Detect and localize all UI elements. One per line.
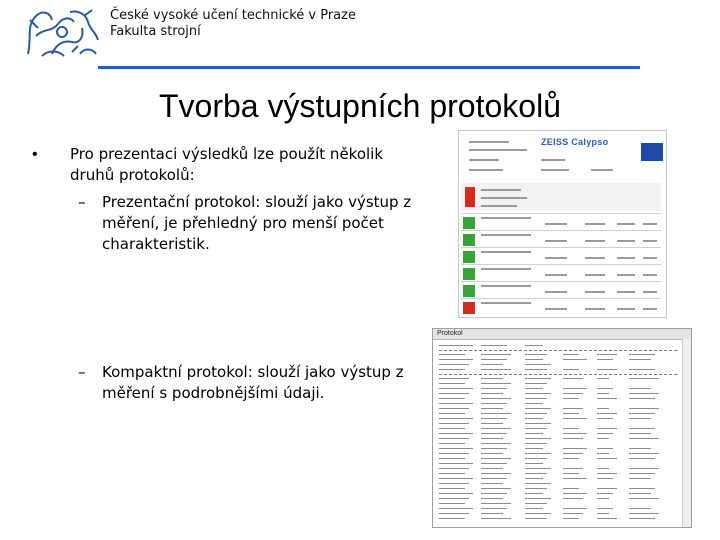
report-text-line — [525, 458, 547, 459]
report-text-line — [481, 251, 531, 253]
report-text-line — [563, 468, 583, 469]
report-text-line — [563, 433, 587, 434]
report-text-line — [585, 291, 605, 293]
report-text-line — [597, 488, 617, 489]
zeiss-logo-icon — [641, 143, 663, 161]
report-text-line — [629, 428, 655, 429]
report-text-line — [525, 428, 547, 429]
report-text-line — [439, 498, 469, 499]
report-text-line — [481, 458, 511, 459]
report-text-line — [481, 478, 507, 479]
report-text-line — [563, 428, 579, 429]
report-text-line — [563, 493, 587, 494]
report-text-line — [439, 503, 465, 504]
report-text-line — [481, 403, 507, 404]
report-text-line — [439, 488, 465, 489]
report-text-line — [597, 433, 613, 434]
report-text-line — [545, 223, 567, 225]
status-fail-icon — [463, 302, 475, 314]
report-text-line — [481, 378, 503, 379]
report-text-line — [439, 398, 465, 399]
report-text-line — [597, 354, 617, 355]
report-text-line — [481, 503, 511, 504]
report-text-line — [597, 448, 613, 449]
report-text-line — [525, 359, 543, 360]
report-text-line — [481, 345, 507, 346]
report-text-line — [617, 240, 635, 242]
report-text-line — [629, 513, 659, 514]
report-text-line — [629, 433, 651, 434]
report-text-line — [629, 369, 655, 370]
report-text-line — [525, 345, 543, 346]
report-text-line — [525, 408, 551, 409]
report-text-line — [439, 418, 473, 419]
report-text-line — [525, 513, 551, 514]
report-text-line — [597, 359, 613, 360]
report-summary — [461, 183, 661, 211]
report-text-line — [481, 423, 503, 424]
report-text-line — [481, 418, 507, 419]
report-text-line — [629, 438, 659, 439]
report-text-line — [469, 169, 503, 171]
report-text-line — [525, 369, 547, 370]
report-text-line — [481, 438, 503, 439]
report-text-line — [525, 398, 547, 399]
institution-name — [110, 8, 356, 40]
report-text-line — [563, 398, 579, 399]
report-text-line — [563, 413, 579, 414]
report-text-line — [563, 488, 579, 489]
report-text-line — [629, 458, 655, 459]
presentation-report-thumbnail — [458, 130, 667, 318]
report-text-line — [545, 240, 567, 242]
report-text-line — [597, 518, 617, 519]
report-text-line — [481, 498, 503, 499]
report-text-line — [469, 149, 527, 151]
report-text-line — [629, 418, 651, 419]
report-text-line — [439, 453, 469, 454]
scrollbar[interactable] — [682, 339, 691, 527]
report-text-line — [563, 453, 583, 454]
report-text-line — [525, 443, 547, 444]
report-text-line — [439, 359, 473, 360]
institution-faculty: Fakulta strojní — [110, 24, 201, 39]
report-text-line — [629, 398, 655, 399]
status-ok-icon — [463, 285, 475, 297]
report-text-line — [629, 493, 651, 494]
sub-bullet-compact-text: Kompaktní protokol: slouží jako výstup z měření s podrobnějšími údaji. — [102, 363, 404, 402]
summary-chart-icon — [465, 187, 475, 207]
report-text-line — [525, 438, 551, 439]
report-text-line — [545, 274, 567, 276]
report-text-line — [481, 205, 517, 207]
report-text-line — [525, 453, 551, 454]
report-text-line — [629, 354, 655, 355]
report-text-line — [439, 393, 469, 394]
report-text-line — [643, 308, 657, 310]
report-text-line — [481, 413, 511, 414]
sub-bullet-presentation-text: Prezentační protokol: slouží jako výstup z měření, je přehledný pro menší počet charakteristik. — [102, 193, 412, 253]
report-text-line — [563, 513, 583, 514]
report-text-line — [481, 302, 531, 304]
report-text-line — [525, 383, 547, 384]
report-text-line — [597, 418, 613, 419]
bullet-main: Pro prezentaci výsledků lze použít několik druhů protokolů: — [70, 145, 384, 184]
report-text-line — [481, 428, 511, 429]
report-text-line — [629, 448, 651, 449]
report-text-line — [525, 418, 543, 419]
report-text-line — [597, 413, 617, 414]
report-text-line — [439, 403, 473, 404]
report-text-line — [563, 354, 579, 355]
report-text-line — [439, 443, 465, 444]
report-text-line — [617, 257, 635, 259]
report-text-line — [525, 468, 551, 469]
report-text-line — [525, 393, 551, 394]
report-text-line — [481, 234, 531, 236]
bullet-icon: • — [32, 146, 38, 163]
status-ok-icon — [463, 234, 475, 246]
report-text-line — [617, 223, 635, 225]
report-text-line — [563, 359, 587, 360]
report-text-line — [481, 453, 503, 454]
report-text-line — [439, 458, 465, 459]
report-text-line — [439, 433, 473, 434]
report-text-line — [481, 508, 507, 509]
report-text-line — [617, 291, 635, 293]
status-ok-icon — [463, 251, 475, 263]
report-text-line — [439, 518, 465, 519]
report-text-line — [439, 423, 469, 424]
report-text-line — [617, 274, 635, 276]
report-text-line — [597, 453, 609, 454]
header-rule — [98, 66, 640, 69]
report-text-line — [481, 493, 507, 494]
report-text-line — [481, 463, 507, 464]
report-text-line — [439, 478, 473, 479]
report-text-line — [481, 468, 503, 469]
report-text-line — [481, 448, 507, 449]
ctu-lion-logo-icon — [22, 6, 102, 60]
report-text-line — [525, 448, 543, 449]
report-text-line — [525, 433, 543, 434]
report-text-line — [585, 240, 605, 242]
report-text-line — [439, 413, 465, 414]
report-text-line — [481, 197, 527, 199]
report-text-line — [439, 483, 469, 484]
report-text-line — [439, 463, 473, 464]
report-text-line — [545, 291, 567, 293]
report-text-line — [563, 378, 583, 379]
report-text-line — [525, 463, 543, 464]
report-text-line — [481, 518, 511, 519]
report-text-line — [643, 240, 657, 242]
report-text-line — [481, 408, 503, 409]
report-text-line — [563, 518, 579, 519]
report-text-line — [469, 141, 509, 143]
sub-bullet-compact — [78, 362, 418, 404]
report-header — [465, 135, 661, 177]
report-text-line — [597, 428, 617, 429]
dash-icon: – — [78, 193, 86, 211]
report-text-line — [481, 393, 503, 394]
report-text-line — [629, 488, 655, 489]
report-text-line — [563, 438, 583, 439]
report-text-line — [481, 473, 511, 474]
report-text-line — [525, 493, 543, 494]
report-text-line — [481, 388, 507, 389]
report-text-line — [597, 408, 609, 409]
report-text-line — [439, 508, 473, 509]
report-text-line — [525, 508, 543, 509]
report-text-line — [629, 498, 659, 499]
report-text-line — [597, 473, 617, 474]
report-text-line — [439, 369, 465, 370]
report-text-line — [629, 453, 659, 454]
institution-university: České vysoké učení technické v Praze — [110, 8, 356, 23]
report-text-line — [481, 359, 507, 360]
report-text-line — [481, 285, 531, 287]
report-text-line — [643, 291, 657, 293]
report-text-line — [439, 468, 469, 469]
report-text-line — [563, 388, 587, 389]
report-text-line — [481, 443, 511, 444]
report-text-line — [563, 498, 583, 499]
report-text-line — [563, 408, 583, 409]
report-text-line — [481, 483, 503, 484]
report-text-line — [439, 473, 465, 474]
report-text-line — [597, 458, 617, 459]
report-text-line — [439, 345, 473, 346]
report-text-line — [643, 257, 657, 259]
report-text-line — [525, 423, 551, 424]
report-text-line — [629, 413, 655, 414]
report-text-line — [481, 369, 511, 370]
report-divider — [439, 374, 677, 376]
report-text-line — [469, 159, 499, 161]
report-text-line — [525, 473, 547, 474]
report-text-line — [525, 413, 547, 414]
compact-report-thumbnail — [432, 328, 692, 528]
report-text-line — [541, 159, 565, 161]
status-ok-icon — [463, 217, 475, 229]
report-text-line — [545, 308, 567, 310]
report-text-line — [481, 364, 503, 365]
report-text-line — [525, 354, 547, 355]
report-text-line — [439, 513, 469, 514]
report-text-line — [643, 274, 657, 276]
report-text-line — [591, 169, 613, 171]
sub-bullet-presentation — [78, 192, 418, 255]
report-text-line — [563, 508, 587, 509]
report-text-line — [541, 169, 569, 171]
report-text-line — [481, 488, 511, 489]
report-text-line — [563, 473, 579, 474]
report-text-line — [439, 383, 465, 384]
report-text-line — [629, 388, 651, 389]
report-text-line — [525, 483, 551, 484]
report-brand: ZEISS Calypso — [541, 137, 609, 147]
report-text-line — [563, 418, 587, 419]
report-text-line — [439, 354, 465, 355]
report-text-line — [597, 508, 613, 509]
report-text-line — [481, 217, 531, 219]
slide-title: Tvorba výstupních protokolů — [159, 88, 561, 124]
report-text-line — [585, 257, 605, 259]
report-text-line — [563, 393, 583, 394]
report-text-line — [597, 493, 613, 494]
report-text-line — [629, 359, 651, 360]
report-text-line — [597, 498, 609, 499]
report-text-line — [563, 458, 579, 459]
report-text-line — [629, 518, 655, 519]
report-row — [461, 298, 661, 318]
window-title: Protokol — [437, 330, 463, 337]
report-text-line — [439, 438, 469, 439]
report-text-line — [629, 478, 651, 479]
report-text-line — [439, 493, 473, 494]
report-text-line — [439, 408, 469, 409]
report-text-line — [481, 189, 521, 191]
report-text-line — [629, 393, 659, 394]
report-text-line — [525, 518, 547, 519]
report-text-line — [481, 268, 531, 270]
report-text-line — [481, 398, 511, 399]
report-text-line — [597, 388, 613, 389]
report-text-line — [563, 369, 579, 370]
report-text-line — [439, 364, 469, 365]
status-ok-icon — [463, 268, 475, 280]
report-text-line — [597, 513, 609, 514]
report-text-line — [525, 498, 551, 499]
report-text-line — [481, 513, 503, 514]
report-text-line — [563, 448, 587, 449]
report-text-line — [597, 393, 609, 394]
report-text-line — [481, 383, 511, 384]
report-text-line — [439, 428, 465, 429]
report-text-line — [585, 223, 605, 225]
report-text-line — [439, 378, 469, 379]
report-text-line — [481, 433, 507, 434]
report-text-line — [629, 508, 651, 509]
report-text-line — [597, 438, 609, 439]
report-text-line — [629, 378, 659, 379]
report-text-line — [545, 257, 567, 259]
report-text-line — [563, 478, 587, 479]
report-text-line — [629, 468, 659, 469]
report-text-line — [617, 308, 635, 310]
report-text-line — [525, 503, 547, 504]
report-text-line — [585, 274, 605, 276]
report-text-line — [481, 354, 511, 355]
report-text-line — [525, 388, 543, 389]
report-text-line — [439, 388, 473, 389]
report-text-line — [597, 369, 617, 370]
report-text-line — [439, 448, 473, 449]
report-text-line — [643, 223, 657, 225]
window-titlebar — [433, 329, 691, 340]
report-text-line — [585, 308, 605, 310]
report-divider — [439, 350, 677, 352]
report-text-line — [525, 364, 551, 365]
report-text-line — [597, 398, 617, 399]
report-text-line — [629, 473, 655, 474]
report-text-line — [525, 403, 543, 404]
report-text-line — [597, 478, 613, 479]
report-text-line — [629, 408, 659, 409]
report-text-line — [525, 478, 543, 479]
report-text-line — [525, 378, 551, 379]
report-text-line — [525, 488, 547, 489]
dash-icon: – — [78, 363, 86, 381]
report-text-line — [597, 468, 609, 469]
report-text-line — [597, 378, 609, 379]
